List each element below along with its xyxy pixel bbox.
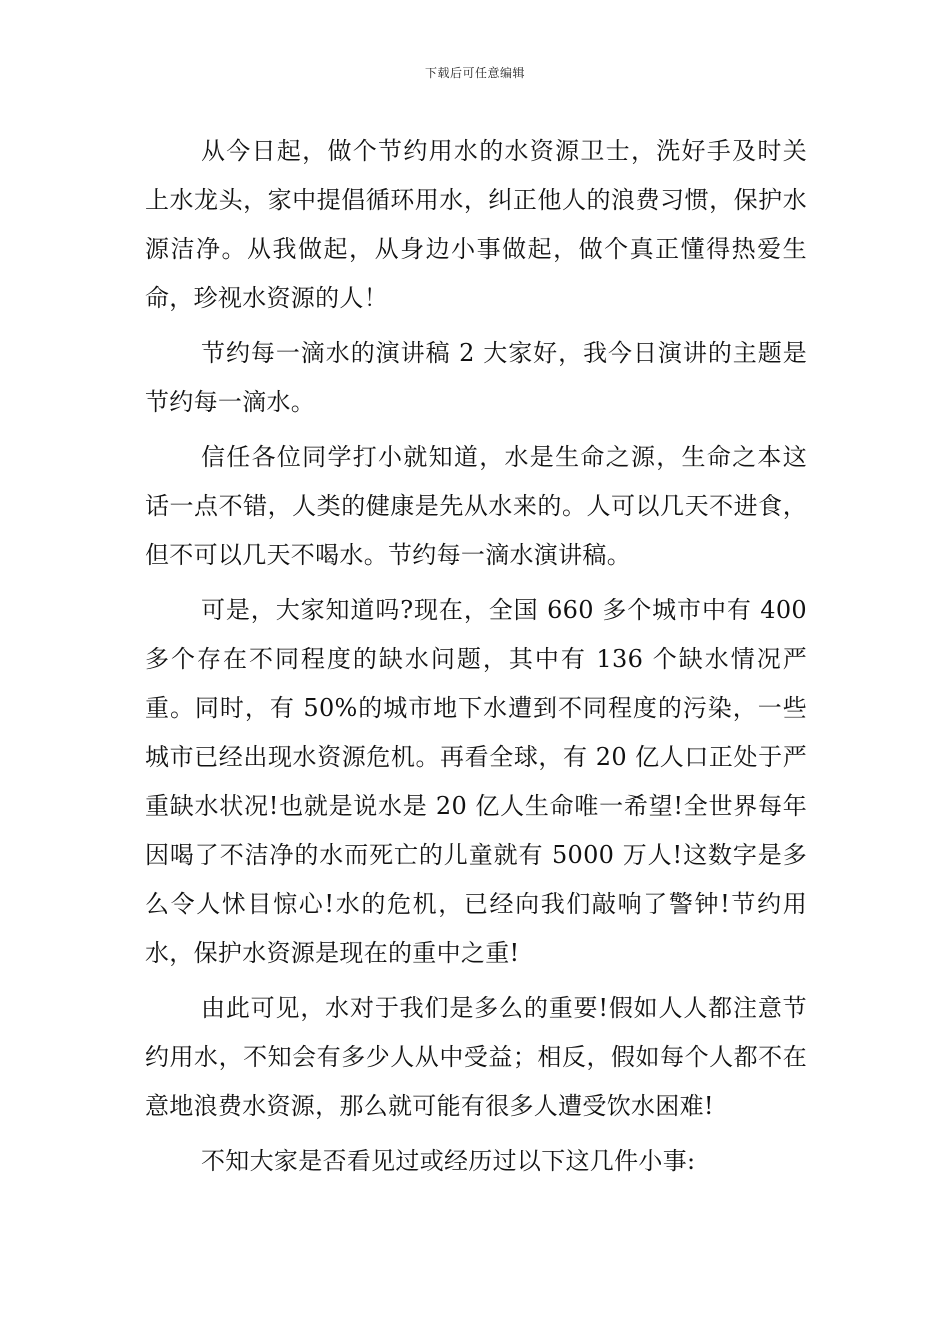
paragraph-6: 不知大家是否看见过或经历过以下这几件小事: — [201, 1147, 696, 1175]
paragraph-2: 节约每一滴水的演讲稿 2 大家好，我今日演讲的主题是节约每一滴水。 — [145, 339, 807, 416]
paragraph-3: 信任各位同学打小就知道，水是生命之源，生命之本这话一点不错，人类的健康是先从水来的。人可以几天不进食，但不可以几天不喝水。节约每一滴水演讲稿。 — [145, 443, 807, 569]
paragraph-1: 从今日起，做个节约用水的水资源卫士，洗好手及时关上水龙头，家中提倡循环用水，纠正他人的浪费习惯，保护水源洁净。从我做起，从身边小事做起，做个真正懂得热爱生命，珍视水资源的人！ — [145, 137, 807, 312]
paragraph-4: 可是，大家知道吗?现在，全国 660 多个城市中有 400 多个存在不同程度的缺水问题，其中有 136 个缺水情况严重。同时，有 50%的城市地下水遭到不同程度的污染，一些城市已经出现水资源危机。再看全球，有 20 亿人口正处于严重缺水状况!也就是说水是 20 亿人生命唯一希望!全世界每年因喝了不洁净的水而死亡的儿童就有 5000 万人!这数字是多么令人怵目惊心!水的危机，已经向我们敲响了警钟!节约用水，保护水资源是现在的重中之重! — [145, 596, 807, 967]
paragraph-5: 由此可见，水对于我们是多么的重要!假如人人都注意节约用水，不知会有多少人从中受益；相反，假如每个人都不在意地浪费水资源，那么就可能有很多人遭受饮水困难! — [145, 994, 807, 1120]
document-body — [145, 127, 807, 1192]
page-header: 下载后可任意编辑 — [424, 66, 525, 80]
